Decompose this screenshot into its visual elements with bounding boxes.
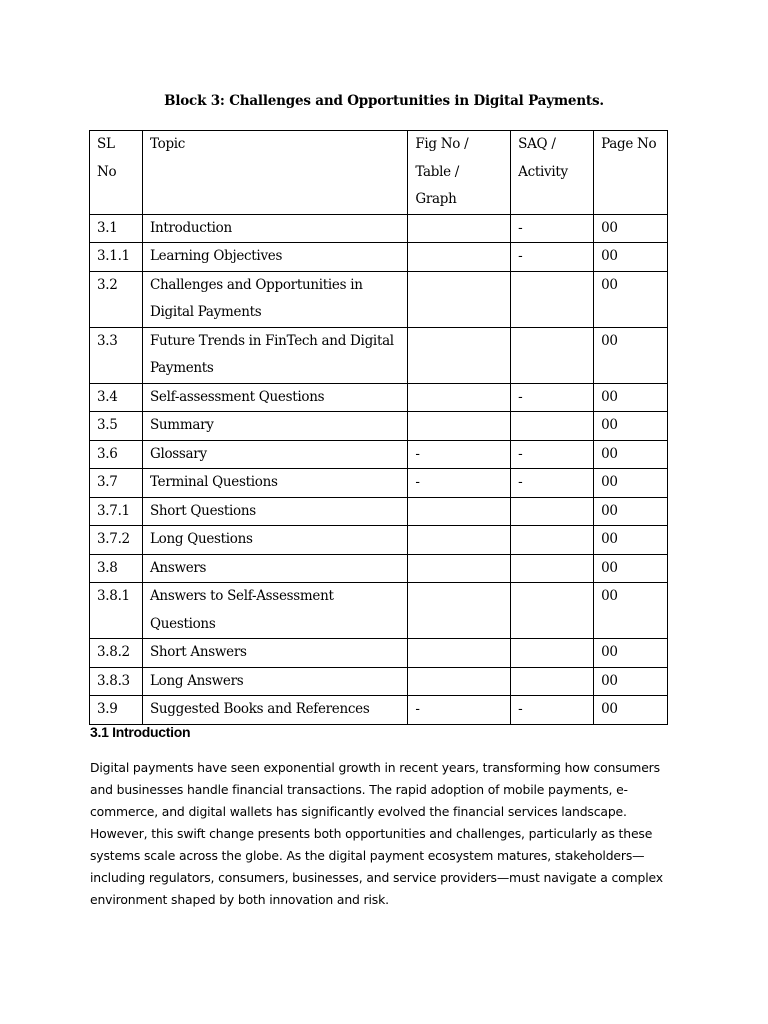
row-saq xyxy=(511,271,594,327)
table-row xyxy=(90,696,668,725)
row-fig xyxy=(408,327,511,383)
header-saq-activity: SAQ / Activity xyxy=(511,131,594,215)
row-page: 00 xyxy=(594,583,668,639)
row-page: 00 xyxy=(594,440,668,469)
row-topic: Challenges and Opportunities in Digital Payments xyxy=(142,271,407,327)
row-topic: Short Answers xyxy=(142,639,407,668)
block-title: Block 3: Challenges and Opportunities in Digital Payments. xyxy=(164,93,604,109)
table-row xyxy=(90,469,668,498)
row-fig xyxy=(408,383,511,412)
row-topic: Answers xyxy=(142,554,407,583)
row-saq: - xyxy=(511,214,594,243)
header-page-no: Page No xyxy=(594,131,668,215)
row-sl-no: 3.7.1 xyxy=(90,497,143,526)
row-sl-no: 3.4 xyxy=(90,383,143,412)
row-page: 00 xyxy=(594,214,668,243)
row-sl-no: 3.1 xyxy=(90,214,143,243)
row-saq: - xyxy=(511,696,594,725)
row-fig: - xyxy=(408,469,511,498)
row-topic: Glossary xyxy=(142,440,407,469)
row-topic: Long Answers xyxy=(142,667,407,696)
row-saq xyxy=(511,327,594,383)
row-sl-no: 3.2 xyxy=(90,271,143,327)
row-saq xyxy=(511,526,594,555)
table-row xyxy=(90,526,668,555)
row-topic: Learning Objectives xyxy=(142,243,407,272)
row-saq xyxy=(511,639,594,668)
header-topic: Topic xyxy=(142,131,407,215)
row-sl-no: 3.1.1 xyxy=(90,243,143,272)
row-page: 00 xyxy=(594,639,668,668)
row-saq: - xyxy=(511,469,594,498)
table-row xyxy=(90,639,668,668)
row-fig xyxy=(408,583,511,639)
section-heading: 3.1 Introduction xyxy=(90,724,191,740)
row-sl-no: 3.8.2 xyxy=(90,639,143,668)
row-topic: Introduction xyxy=(142,214,407,243)
table-row xyxy=(90,583,668,639)
row-saq xyxy=(511,412,594,441)
row-sl-no: 3.8.3 xyxy=(90,667,143,696)
row-fig xyxy=(408,497,511,526)
row-fig xyxy=(408,639,511,668)
row-topic: Self-assessment Questions xyxy=(142,383,407,412)
row-saq: - xyxy=(511,440,594,469)
row-page: 00 xyxy=(594,271,668,327)
row-fig xyxy=(408,214,511,243)
row-saq xyxy=(511,583,594,639)
row-page: 00 xyxy=(594,243,668,272)
table-row xyxy=(90,440,668,469)
row-page: 00 xyxy=(594,497,668,526)
row-sl-no: 3.7 xyxy=(90,469,143,498)
table-row xyxy=(90,497,668,526)
row-topic: Future Trends in FinTech and Digital Payments xyxy=(142,327,407,383)
table-row xyxy=(90,214,668,243)
table-row xyxy=(90,327,668,383)
row-page: 00 xyxy=(594,469,668,498)
row-topic: Short Questions xyxy=(142,497,407,526)
table-row xyxy=(90,271,668,327)
row-page: 00 xyxy=(594,526,668,555)
table-header-row xyxy=(90,131,668,215)
row-fig xyxy=(408,526,511,555)
table-row xyxy=(90,412,668,441)
row-fig: - xyxy=(408,440,511,469)
row-saq: - xyxy=(511,383,594,412)
row-topic: Answers to Self-Assessment Questions xyxy=(142,583,407,639)
row-page: 00 xyxy=(594,696,668,725)
row-fig xyxy=(408,243,511,272)
row-topic: Long Questions xyxy=(142,526,407,555)
table-row xyxy=(90,383,668,412)
row-sl-no: 3.9 xyxy=(90,696,143,725)
row-fig xyxy=(408,271,511,327)
intro-paragraph: Digital payments have seen exponential growth in recent years, transforming how consumers and businesses handle financial transactions. The rapid adoption of mobile payments, e-commerce, and digital wallets has significantly evolved the financial services landscape. However, this swift change presents both opportunities and challenges, particularly as these systems scale across the globe. As the digital payment ecosystem matures, stakeholders—including regulators, consumers, businesses, and service providers—must navigate a complex environment shaped by both innovation and risk. xyxy=(90,760,663,907)
row-page: 00 xyxy=(594,667,668,696)
row-sl-no: 3.5 xyxy=(90,412,143,441)
row-topic: Summary xyxy=(142,412,407,441)
row-fig: - xyxy=(408,696,511,725)
row-page: 00 xyxy=(594,412,668,441)
table-row xyxy=(90,667,668,696)
table-row xyxy=(90,554,668,583)
row-sl-no: 3.3 xyxy=(90,327,143,383)
row-sl-no: 3.7.2 xyxy=(90,526,143,555)
row-page: 00 xyxy=(594,383,668,412)
row-page: 00 xyxy=(594,327,668,383)
row-fig xyxy=(408,412,511,441)
row-sl-no: 3.8 xyxy=(90,554,143,583)
row-saq: - xyxy=(511,243,594,272)
row-fig xyxy=(408,667,511,696)
contents-table xyxy=(89,130,668,725)
row-topic: Suggested Books and References xyxy=(142,696,407,725)
row-topic: Terminal Questions xyxy=(142,469,407,498)
row-page: 00 xyxy=(594,554,668,583)
row-saq xyxy=(511,554,594,583)
row-sl-no: 3.8.1 xyxy=(90,583,143,639)
table-row xyxy=(90,243,668,272)
row-fig xyxy=(408,554,511,583)
header-fig-table-graph: Fig No / Table / Graph xyxy=(408,131,511,215)
row-saq xyxy=(511,667,594,696)
row-sl-no: 3.6 xyxy=(90,440,143,469)
row-saq xyxy=(511,497,594,526)
header-sl-no: SL No xyxy=(90,131,143,215)
